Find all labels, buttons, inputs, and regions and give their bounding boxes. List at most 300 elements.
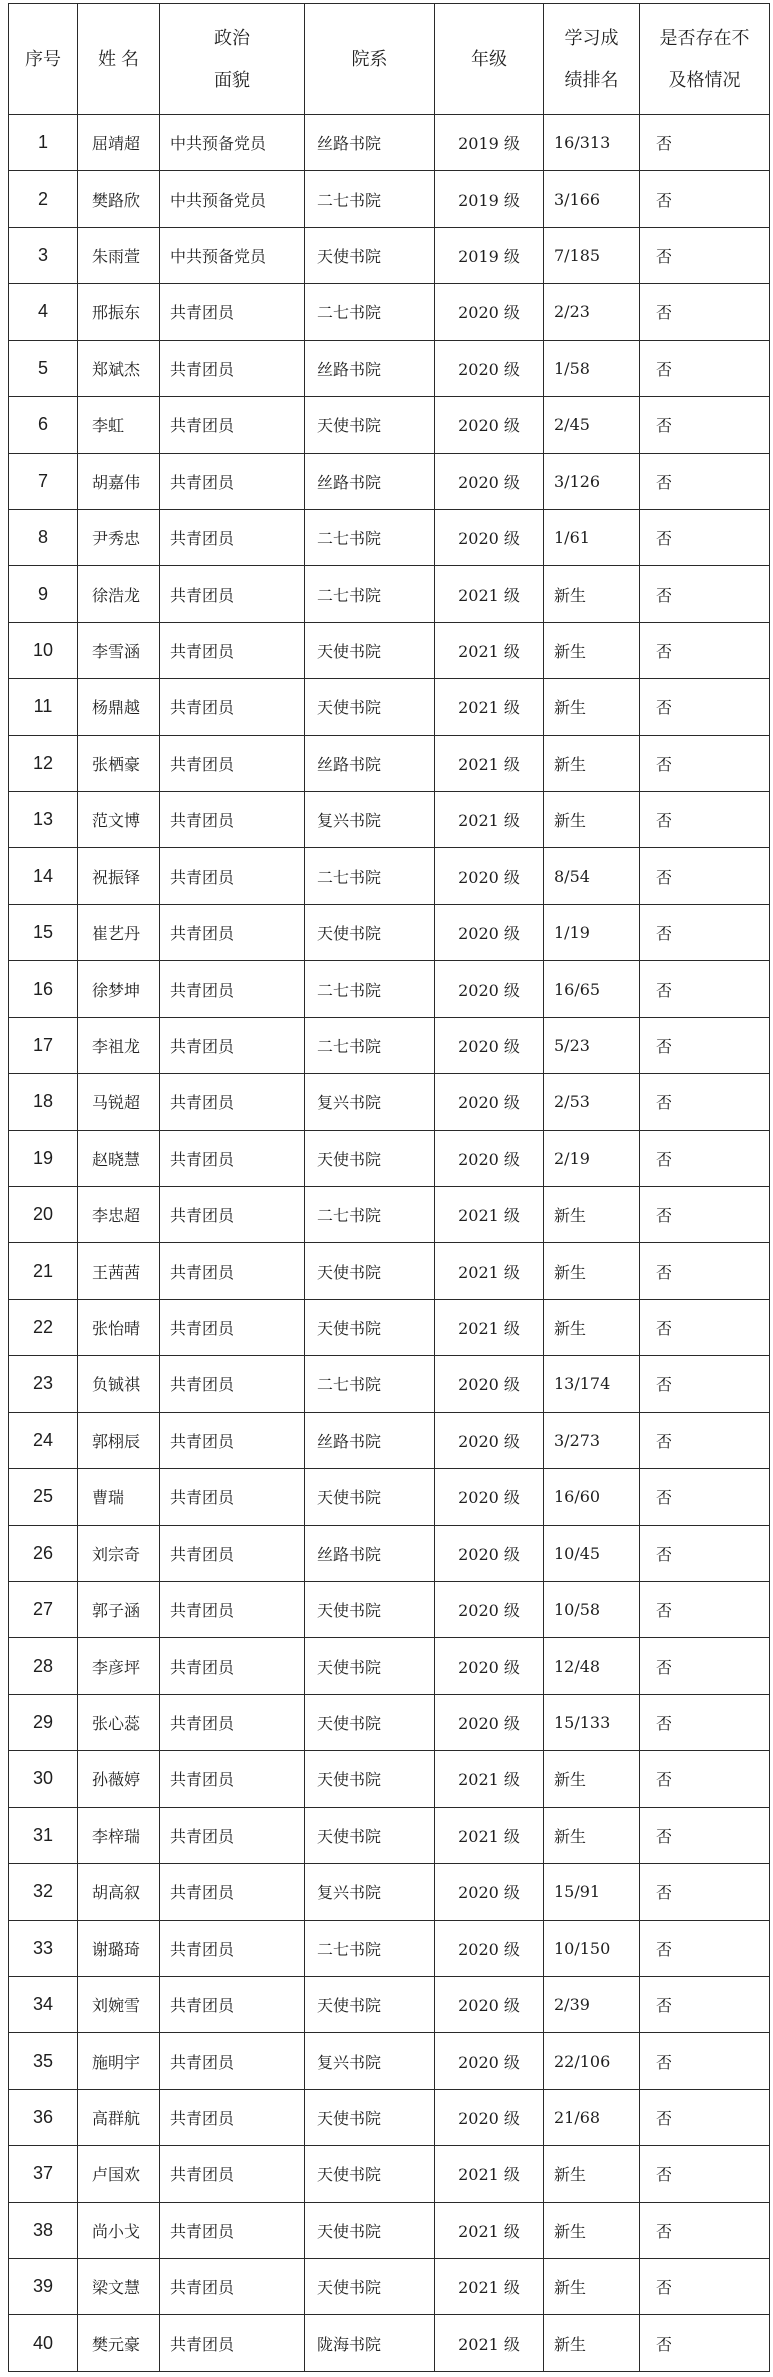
cell-rank: 3/126 <box>544 453 640 509</box>
cell-grade: 2020 级 <box>435 340 544 396</box>
cell-name: 张心蕊 <box>78 1694 160 1750</box>
header-rank-line2: 绩排名 <box>564 70 619 90</box>
cell-rank: 21/68 <box>544 2089 640 2145</box>
cell-college: 天使书院 <box>305 2259 435 2315</box>
cell-fail: 否 <box>640 1920 770 1976</box>
cell-college: 二七书院 <box>305 1017 435 1073</box>
table-row <box>9 1694 770 1750</box>
cell-political: 共青团员 <box>160 340 305 396</box>
cell-political: 共青团员 <box>160 848 305 904</box>
table-row <box>9 340 770 396</box>
cell-rank: 新生 <box>544 1299 640 1355</box>
table-row <box>9 2315 770 2372</box>
cell-fail: 否 <box>640 397 770 453</box>
cell-college: 二七书院 <box>305 1187 435 1243</box>
cell-rank: 15/91 <box>544 1864 640 1920</box>
cell-rank: 1/19 <box>544 904 640 960</box>
table-row <box>9 453 770 509</box>
cell-rank: 新生 <box>544 566 640 622</box>
cell-college: 天使书院 <box>305 2146 435 2202</box>
cell-grade: 2021 级 <box>435 2259 544 2315</box>
cell-no: 32 <box>9 1864 78 1920</box>
cell-grade: 2020 级 <box>435 1976 544 2032</box>
cell-political: 中共预备党员 <box>160 227 305 283</box>
cell-grade: 2020 级 <box>435 1920 544 1976</box>
cell-political: 共青团员 <box>160 1243 305 1299</box>
cell-college: 天使书院 <box>305 1807 435 1863</box>
cell-political: 共青团员 <box>160 2202 305 2258</box>
cell-no: 29 <box>9 1694 78 1750</box>
table-row <box>9 904 770 960</box>
cell-fail: 否 <box>640 735 770 791</box>
cell-fail: 否 <box>640 904 770 960</box>
table-row <box>9 1751 770 1807</box>
cell-grade: 2020 级 <box>435 1074 544 1130</box>
cell-no: 9 <box>9 566 78 622</box>
cell-fail: 否 <box>640 2202 770 2258</box>
cell-grade: 2021 级 <box>435 1187 544 1243</box>
cell-fail: 否 <box>640 2089 770 2145</box>
cell-no: 15 <box>9 904 78 960</box>
cell-college: 复兴书院 <box>305 2033 435 2089</box>
cell-no: 20 <box>9 1187 78 1243</box>
table-row <box>9 1130 770 1186</box>
cell-rank: 12/48 <box>544 1638 640 1694</box>
cell-rank: 10/150 <box>544 1920 640 1976</box>
cell-no: 6 <box>9 397 78 453</box>
cell-grade: 2020 级 <box>435 1017 544 1073</box>
cell-political: 共青团员 <box>160 1299 305 1355</box>
cell-political: 中共预备党员 <box>160 171 305 227</box>
cell-fail: 否 <box>640 171 770 227</box>
table-row <box>9 171 770 227</box>
cell-name: 樊路欣 <box>78 171 160 227</box>
table-row <box>9 1525 770 1581</box>
cell-fail: 否 <box>640 848 770 904</box>
cell-political: 共青团员 <box>160 735 305 791</box>
cell-name: 朱雨萱 <box>78 227 160 283</box>
cell-name: 胡嘉伟 <box>78 453 160 509</box>
table-row <box>9 1807 770 1863</box>
cell-rank: 新生 <box>544 1187 640 1243</box>
cell-fail: 否 <box>640 1864 770 1920</box>
cell-college: 天使书院 <box>305 1751 435 1807</box>
cell-name: 李虹 <box>78 397 160 453</box>
cell-name: 尹秀忠 <box>78 509 160 565</box>
cell-no: 33 <box>9 1920 78 1976</box>
table-row <box>9 1299 770 1355</box>
cell-no: 8 <box>9 509 78 565</box>
cell-college: 二七书院 <box>305 1920 435 1976</box>
table-row <box>9 1581 770 1637</box>
cell-college: 二七书院 <box>305 1356 435 1412</box>
cell-name: 尚小戈 <box>78 2202 160 2258</box>
cell-grade: 2020 级 <box>435 1581 544 1637</box>
header-fail-line2: 及格情况 <box>668 70 741 90</box>
cell-college: 复兴书院 <box>305 1074 435 1130</box>
table-row <box>9 1074 770 1130</box>
cell-name: 谢璐琦 <box>78 1920 160 1976</box>
cell-grade: 2021 级 <box>435 1751 544 1807</box>
cell-grade: 2020 级 <box>435 2033 544 2089</box>
cell-political: 共青团员 <box>160 1017 305 1073</box>
cell-political: 共青团员 <box>160 566 305 622</box>
cell-name: 马锐超 <box>78 1074 160 1130</box>
cell-name: 刘宗奇 <box>78 1525 160 1581</box>
cell-fail: 否 <box>640 227 770 283</box>
table-row <box>9 509 770 565</box>
cell-name: 李雪涵 <box>78 622 160 678</box>
cell-grade: 2021 级 <box>435 2315 544 2372</box>
cell-rank: 新生 <box>544 2315 640 2372</box>
cell-political: 共青团员 <box>160 1356 305 1412</box>
cell-fail: 否 <box>640 1694 770 1750</box>
cell-rank: 1/58 <box>544 340 640 396</box>
cell-political: 共青团员 <box>160 2033 305 2089</box>
cell-college: 天使书院 <box>305 622 435 678</box>
cell-fail: 否 <box>640 1356 770 1412</box>
table-row <box>9 227 770 283</box>
cell-fail: 否 <box>640 115 770 171</box>
cell-fail: 否 <box>640 1581 770 1637</box>
cell-political: 共青团员 <box>160 2259 305 2315</box>
cell-grade: 2019 级 <box>435 115 544 171</box>
cell-rank: 5/23 <box>544 1017 640 1073</box>
cell-no: 14 <box>9 848 78 904</box>
cell-political: 共青团员 <box>160 509 305 565</box>
cell-college: 二七书院 <box>305 848 435 904</box>
cell-grade: 2021 级 <box>435 735 544 791</box>
cell-name: 施明宇 <box>78 2033 160 2089</box>
cell-grade: 2020 级 <box>435 904 544 960</box>
cell-college: 丝路书院 <box>305 1412 435 1468</box>
cell-name: 胡高叙 <box>78 1864 160 1920</box>
table-row <box>9 1017 770 1073</box>
cell-fail: 否 <box>640 1807 770 1863</box>
cell-no: 35 <box>9 2033 78 2089</box>
cell-college: 二七书院 <box>305 284 435 340</box>
cell-rank: 新生 <box>544 792 640 848</box>
header-college: 院系 <box>305 4 435 115</box>
table-row <box>9 397 770 453</box>
cell-name: 李祖龙 <box>78 1017 160 1073</box>
cell-fail: 否 <box>640 340 770 396</box>
table-row <box>9 679 770 735</box>
table-row <box>9 1187 770 1243</box>
cell-name: 张怡晴 <box>78 1299 160 1355</box>
cell-no: 2 <box>9 171 78 227</box>
cell-no: 3 <box>9 227 78 283</box>
cell-no: 37 <box>9 2146 78 2202</box>
cell-grade: 2020 级 <box>435 1469 544 1525</box>
cell-college: 天使书院 <box>305 1976 435 2032</box>
cell-no: 39 <box>9 2259 78 2315</box>
cell-no: 17 <box>9 1017 78 1073</box>
cell-college: 天使书院 <box>305 1130 435 1186</box>
cell-no: 40 <box>9 2315 78 2372</box>
table-row <box>9 2202 770 2258</box>
cell-rank: 16/60 <box>544 1469 640 1525</box>
cell-grade: 2021 级 <box>435 2146 544 2202</box>
cell-rank: 13/174 <box>544 1356 640 1412</box>
cell-fail: 否 <box>640 284 770 340</box>
cell-rank: 8/54 <box>544 848 640 904</box>
cell-fail: 否 <box>640 2315 770 2372</box>
cell-name: 梁文慧 <box>78 2259 160 2315</box>
header-row <box>9 4 770 115</box>
cell-political: 共青团员 <box>160 2146 305 2202</box>
cell-name: 曹瑞 <box>78 1469 160 1525</box>
cell-name: 负铖祺 <box>78 1356 160 1412</box>
header-grade: 年级 <box>435 4 544 115</box>
cell-no: 25 <box>9 1469 78 1525</box>
cell-no: 36 <box>9 2089 78 2145</box>
cell-name: 刘婉雪 <box>78 1976 160 2032</box>
cell-political: 共青团员 <box>160 792 305 848</box>
cell-no: 27 <box>9 1581 78 1637</box>
cell-political: 共青团员 <box>160 1187 305 1243</box>
header-rank-line1: 学习成 <box>564 28 619 48</box>
cell-name: 高群航 <box>78 2089 160 2145</box>
cell-no: 18 <box>9 1074 78 1130</box>
cell-name: 徐浩龙 <box>78 566 160 622</box>
cell-grade: 2020 级 <box>435 1694 544 1750</box>
cell-grade: 2021 级 <box>435 1807 544 1863</box>
cell-no: 5 <box>9 340 78 396</box>
header-fail <box>640 4 770 115</box>
cell-name: 郑斌杰 <box>78 340 160 396</box>
cell-rank: 10/58 <box>544 1581 640 1637</box>
cell-rank: 2/19 <box>544 1130 640 1186</box>
cell-grade: 2021 级 <box>435 622 544 678</box>
cell-no: 31 <box>9 1807 78 1863</box>
cell-grade: 2020 级 <box>435 1864 544 1920</box>
table-row <box>9 1412 770 1468</box>
cell-rank: 16/313 <box>544 115 640 171</box>
cell-rank: 新生 <box>544 1751 640 1807</box>
cell-political: 共青团员 <box>160 1469 305 1525</box>
cell-college: 二七书院 <box>305 566 435 622</box>
cell-political: 共青团员 <box>160 679 305 735</box>
cell-college: 二七书院 <box>305 509 435 565</box>
cell-no: 38 <box>9 2202 78 2258</box>
cell-grade: 2020 级 <box>435 961 544 1017</box>
cell-rank: 22/106 <box>544 2033 640 2089</box>
cell-college: 丝路书院 <box>305 735 435 791</box>
cell-fail: 否 <box>640 679 770 735</box>
cell-college: 二七书院 <box>305 171 435 227</box>
cell-rank: 2/45 <box>544 397 640 453</box>
cell-political: 共青团员 <box>160 961 305 1017</box>
cell-political: 共青团员 <box>160 1694 305 1750</box>
cell-fail: 否 <box>640 1187 770 1243</box>
cell-rank: 2/39 <box>544 1976 640 2032</box>
table-body <box>9 115 770 2372</box>
cell-college: 陇海书院 <box>305 2315 435 2372</box>
cell-fail: 否 <box>640 792 770 848</box>
cell-grade: 2019 级 <box>435 171 544 227</box>
cell-fail: 否 <box>640 1017 770 1073</box>
cell-no: 34 <box>9 1976 78 2032</box>
header-rank <box>544 4 640 115</box>
cell-college: 天使书院 <box>305 1299 435 1355</box>
cell-no: 26 <box>9 1525 78 1581</box>
table-row <box>9 566 770 622</box>
cell-grade: 2020 级 <box>435 2089 544 2145</box>
cell-rank: 2/53 <box>544 1074 640 1130</box>
cell-no: 30 <box>9 1751 78 1807</box>
student-table <box>8 3 770 2372</box>
cell-college: 天使书院 <box>305 227 435 283</box>
table-row <box>9 1356 770 1412</box>
cell-no: 21 <box>9 1243 78 1299</box>
cell-college: 天使书院 <box>305 397 435 453</box>
cell-college: 天使书院 <box>305 2202 435 2258</box>
cell-fail: 否 <box>640 1751 770 1807</box>
cell-no: 13 <box>9 792 78 848</box>
cell-political: 共青团员 <box>160 1864 305 1920</box>
header-political-line1: 政治 <box>214 28 250 48</box>
cell-fail: 否 <box>640 1976 770 2032</box>
table-row <box>9 1976 770 2032</box>
cell-fail: 否 <box>640 1130 770 1186</box>
cell-grade: 2020 级 <box>435 509 544 565</box>
table-row <box>9 115 770 171</box>
cell-college: 丝路书院 <box>305 115 435 171</box>
cell-political: 共青团员 <box>160 397 305 453</box>
cell-political: 共青团员 <box>160 2315 305 2372</box>
cell-grade: 2020 级 <box>435 848 544 904</box>
cell-name: 李忠超 <box>78 1187 160 1243</box>
cell-no: 23 <box>9 1356 78 1412</box>
table-row <box>9 848 770 904</box>
table-row <box>9 735 770 791</box>
cell-fail: 否 <box>640 509 770 565</box>
cell-college: 复兴书院 <box>305 1864 435 1920</box>
cell-grade: 2020 级 <box>435 1412 544 1468</box>
cell-name: 王茜茜 <box>78 1243 160 1299</box>
table-row <box>9 1920 770 1976</box>
cell-name: 屈靖超 <box>78 115 160 171</box>
cell-college: 天使书院 <box>305 2089 435 2145</box>
cell-college: 复兴书院 <box>305 792 435 848</box>
table-row <box>9 2146 770 2202</box>
cell-fail: 否 <box>640 2033 770 2089</box>
cell-political: 共青团员 <box>160 1412 305 1468</box>
table-row <box>9 2259 770 2315</box>
cell-college: 丝路书院 <box>305 340 435 396</box>
cell-grade: 2020 级 <box>435 453 544 509</box>
cell-rank: 2/23 <box>544 284 640 340</box>
cell-name: 张栖豪 <box>78 735 160 791</box>
cell-no: 12 <box>9 735 78 791</box>
cell-college: 天使书院 <box>305 1243 435 1299</box>
cell-college: 天使书院 <box>305 904 435 960</box>
cell-rank: 16/65 <box>544 961 640 1017</box>
cell-rank: 新生 <box>544 2202 640 2258</box>
cell-name: 李彦坪 <box>78 1638 160 1694</box>
cell-name: 郭子涵 <box>78 1581 160 1637</box>
cell-political: 共青团员 <box>160 1525 305 1581</box>
cell-name: 范文博 <box>78 792 160 848</box>
cell-grade: 2020 级 <box>435 284 544 340</box>
cell-grade: 2020 级 <box>435 1130 544 1186</box>
header-political <box>160 4 305 115</box>
header-name: 姓 名 <box>78 4 160 115</box>
cell-political: 共青团员 <box>160 622 305 678</box>
cell-rank: 新生 <box>544 735 640 791</box>
cell-no: 24 <box>9 1412 78 1468</box>
header-political-line2: 面貌 <box>214 70 250 90</box>
cell-name: 孙薇婷 <box>78 1751 160 1807</box>
cell-college: 天使书院 <box>305 1638 435 1694</box>
header-fail-line1: 是否存在不 <box>659 28 750 48</box>
cell-college: 天使书院 <box>305 679 435 735</box>
cell-no: 28 <box>9 1638 78 1694</box>
cell-grade: 2019 级 <box>435 227 544 283</box>
cell-political: 共青团员 <box>160 284 305 340</box>
cell-grade: 2020 级 <box>435 397 544 453</box>
table-row <box>9 792 770 848</box>
table-row <box>9 1243 770 1299</box>
cell-political: 共青团员 <box>160 1638 305 1694</box>
cell-name: 邢振东 <box>78 284 160 340</box>
cell-political: 共青团员 <box>160 1074 305 1130</box>
cell-grade: 2020 级 <box>435 1525 544 1581</box>
cell-no: 4 <box>9 284 78 340</box>
cell-fail: 否 <box>640 453 770 509</box>
cell-rank: 新生 <box>544 2146 640 2202</box>
cell-fail: 否 <box>640 1638 770 1694</box>
table-row <box>9 622 770 678</box>
table-row <box>9 1638 770 1694</box>
cell-fail: 否 <box>640 1525 770 1581</box>
cell-no: 1 <box>9 115 78 171</box>
cell-name: 郭栩辰 <box>78 1412 160 1468</box>
cell-rank: 新生 <box>544 679 640 735</box>
cell-political: 共青团员 <box>160 1920 305 1976</box>
cell-grade: 2021 级 <box>435 792 544 848</box>
cell-name: 樊元豪 <box>78 2315 160 2372</box>
cell-college: 天使书院 <box>305 1581 435 1637</box>
cell-rank: 3/166 <box>544 171 640 227</box>
cell-political: 共青团员 <box>160 1581 305 1637</box>
cell-rank: 1/61 <box>544 509 640 565</box>
cell-rank: 10/45 <box>544 1525 640 1581</box>
cell-no: 16 <box>9 961 78 1017</box>
table-row <box>9 1864 770 1920</box>
cell-name: 崔艺丹 <box>78 904 160 960</box>
cell-rank: 15/133 <box>544 1694 640 1750</box>
table-row <box>9 961 770 1017</box>
cell-political: 中共预备党员 <box>160 115 305 171</box>
cell-rank: 新生 <box>544 1807 640 1863</box>
table-row <box>9 2033 770 2089</box>
cell-rank: 新生 <box>544 1243 640 1299</box>
cell-fail: 否 <box>640 2146 770 2202</box>
cell-name: 卢国欢 <box>78 2146 160 2202</box>
cell-college: 丝路书院 <box>305 453 435 509</box>
table-row <box>9 284 770 340</box>
cell-rank: 新生 <box>544 2259 640 2315</box>
cell-fail: 否 <box>640 1074 770 1130</box>
cell-rank: 3/273 <box>544 1412 640 1468</box>
cell-rank: 新生 <box>544 622 640 678</box>
cell-fail: 否 <box>640 2259 770 2315</box>
cell-grade: 2021 级 <box>435 2202 544 2258</box>
cell-college: 二七书院 <box>305 961 435 1017</box>
cell-grade: 2020 级 <box>435 1356 544 1412</box>
